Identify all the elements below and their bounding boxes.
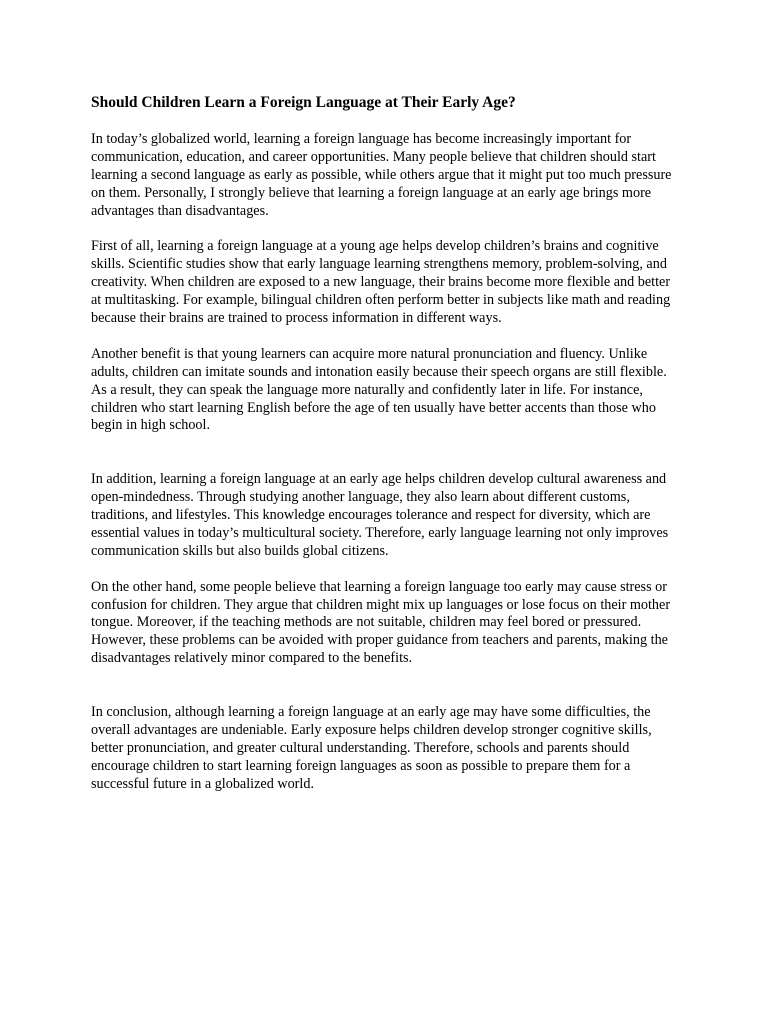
document-page [91,93,683,811]
paragraph-counterargument: On the other hand, some people believe that learning a foreign language too early may cause stress or confusion for children. They argue that children might mix up languages or lose focus on their mother tongue. Moreover, if the teaching methods are not suitable, children may feel bored or pressured. However, these problems can be avoided with proper guidance from teachers and parents, making the disadvantages relatively minor compared to the benefits. [91,578,671,667]
paragraph-pronunciation: Another benefit is that young learners can acquire more natural pronunciation and fluency. Unlike adults, children can imitate sounds and intonation easily because their speech organs are still flexible. As a result, they can speak the language more naturally and confidently later in life. For instance, children who start learning English before the age of ten usually have better accents than those who begin in high school. [91,345,667,434]
paragraph-cognitive-skills: First of all, learning a foreign language at a young age helps develop children’s brains and cognitive skills. Scientific studies show that early language learning strengthens memory, problem-solving, and creativity. When children are exposed to a new language, their brains become more flexible and better at multitasking. For example, bilingual children often perform better in subjects like math and reading because their brains are trained to process information in different ways. [91,238,671,327]
paragraph-introduction: In today’s globalized world, learning a foreign language has become increasingly important for communication, education, and career opportunities. Many people believe that children should start learning a second language as early as possible, while others argue that it might put too much pressure on them. Personally, I strongly believe that learning a foreign language at an early age brings more advantages than disadvantages. [91,131,672,219]
essay-title: Should Children Learn a Foreign Language at Their Early Age? [91,94,516,111]
paragraph-conclusion: In conclusion, although learning a foreign language at an early age may have some difficulties, the overall advantages are undeniable. Early exposure helps children develop stronger cognitive skills, better pronunciation, and greater cultural understanding. Therefore, schools and parents should encourage children to start learning foreign languages as soon as possible to prepare them for a successful future in a globalized world. [91,703,652,792]
paragraph-cultural-awareness: In addition, learning a foreign language at an early age helps children develop cultural awareness and open-mindedness. Through studying another language, they also learn about different customs, traditions, and lifestyles. This knowledge encourages tolerance and respect for diversity, which are essential values in today’s multicultural society. Therefore, early language learning not only improves communication skills but also builds global citizens. [91,471,669,559]
